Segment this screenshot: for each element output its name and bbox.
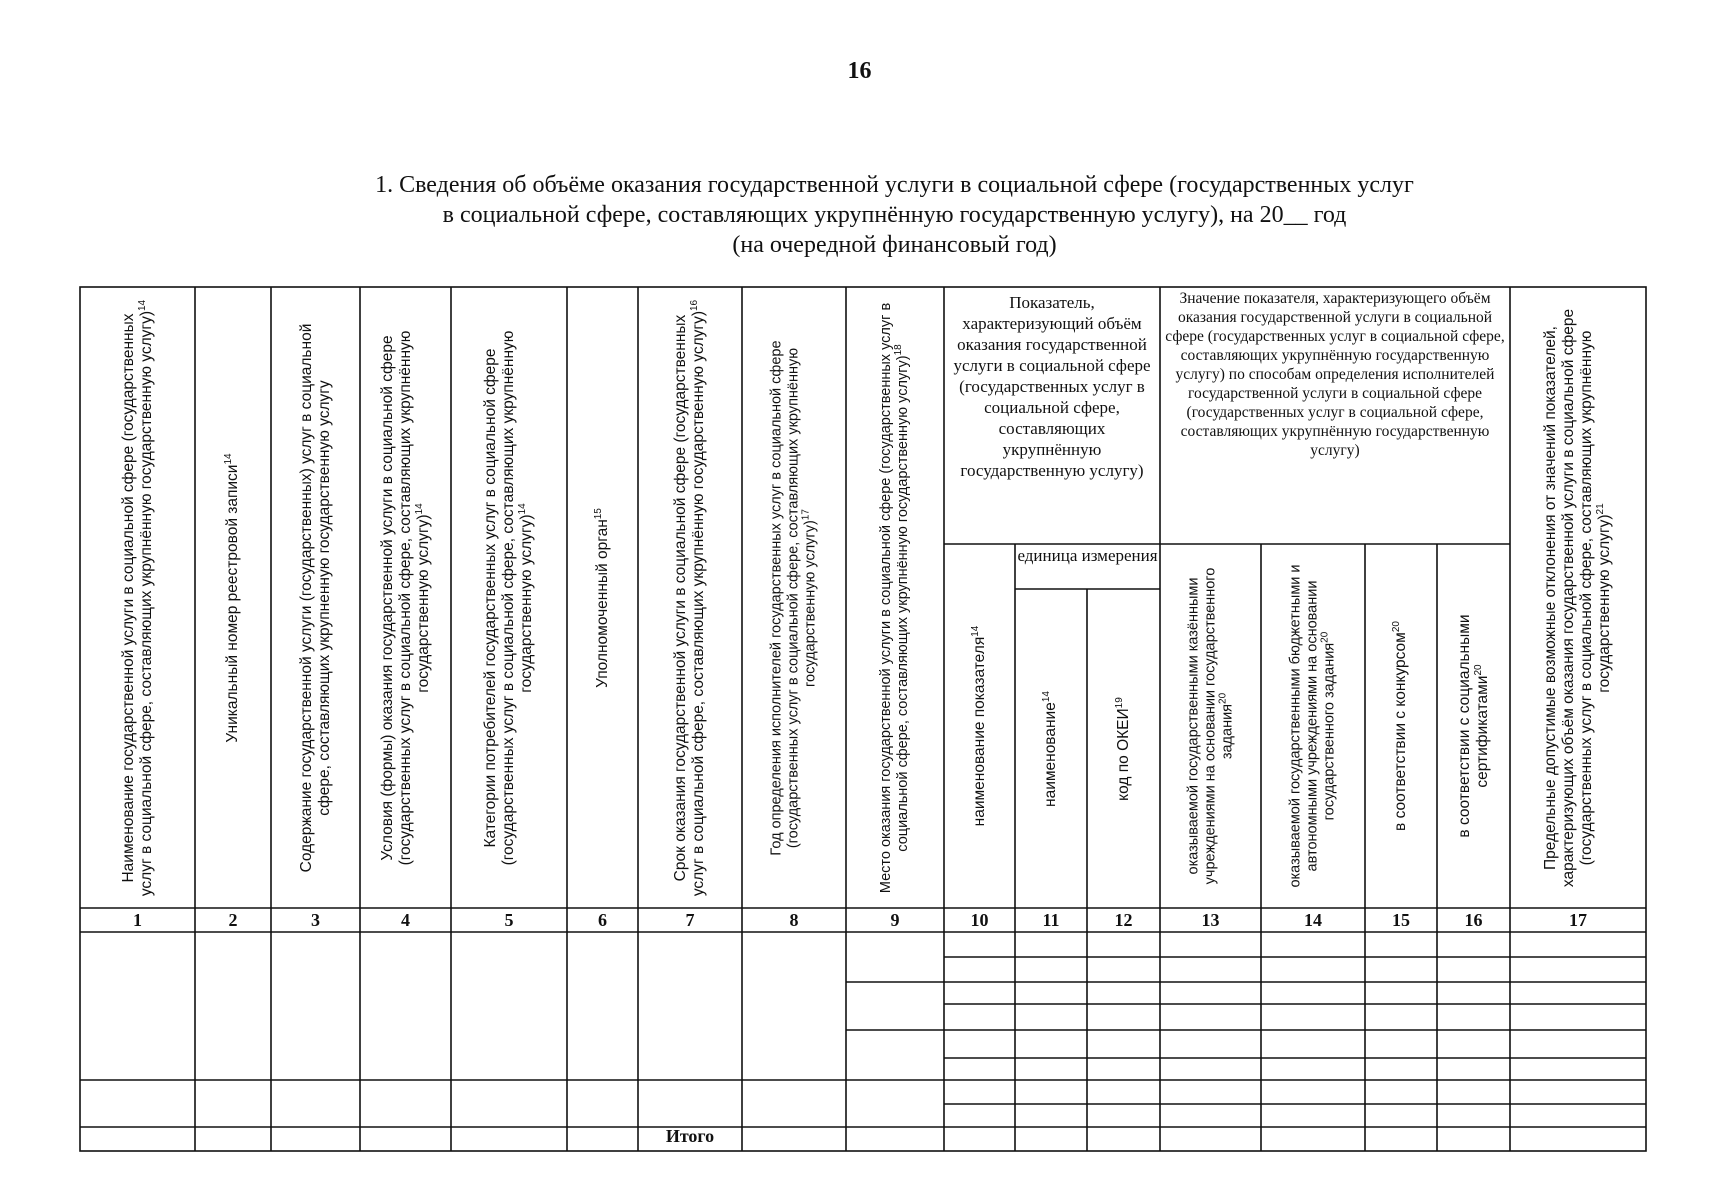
header-col-16 (1437, 544, 1510, 908)
header-col-10 (944, 544, 1015, 908)
header-col-12-text: код по ОКЕИ (1114, 707, 1132, 801)
header-col-4-text: Условия (формы) оказания государственной услуги в социальной сфере (государственных услуг в социальной сфере, составляющих укрупнённую государственную услугу) (378, 330, 432, 865)
header-col-16-text: в соответствии с социальными сертификатами (1455, 614, 1491, 838)
header-col-10-footnote: 14 (969, 625, 981, 637)
header-col-2-text: Уникальный номер реестровой записи (224, 464, 241, 743)
header-col-11-footnote: 14 (1040, 690, 1052, 702)
column-number-9: 9 (890, 910, 900, 930)
column-number-2: 2 (228, 910, 238, 930)
header-col-10-text: наименование показателя (970, 636, 988, 827)
group-header-unit-text: единица измерения (1017, 546, 1158, 565)
header-col-1 (80, 287, 195, 908)
header-col-8-text: Год определения исполнителей государственных услуг в социальной сфере (государственных услуг в социальной сфере, составляющих укрупнённую государственную услугу) (768, 339, 819, 856)
header-col-3 (271, 287, 360, 908)
header-col-13-text: оказываемой государственными казёнными учреждениями на основании государственного задания (1185, 567, 1235, 885)
column-number-6: 6 (598, 910, 607, 930)
header-col-17-text: Предельные допустимые возможные отклонения от значений показателей, характеризующих объём оказания государственной услуги в социальной сфере (государственных услуг в социальной сфере, составляющих укрупнённую государственную услугу) (1542, 308, 1613, 887)
header-col-14-footnote: 20 (1319, 631, 1331, 643)
group-header-indicator-text: Показатель, характеризующий объём оказания государственной услуги в социальной сфере (государственных услуг в социальной сфере, составляющих укрупнённую государственную услугу) (953, 293, 1151, 480)
header-col-7-footnote: 16 (688, 299, 700, 311)
header-col-5-text: Категории потребителей государственных услуг в социальной сфере (государственных услуг в социальной сфере, составляющих укрупнённую государственную услугу) (482, 330, 535, 865)
header-col-14 (1261, 544, 1365, 908)
header-col-1-text: Наименование государственной услуги в социальной сфере (государственных услуг в социальной сфере, составляющих укрупнённую государственную услугу) (119, 310, 155, 896)
header-col-6-text: Уполномоченный орган (593, 518, 611, 688)
header-col-3-text: Содержание государственной услуги (государственных) услуг в социальной сфере, составляющих укрупненную государственную услугу (297, 323, 333, 872)
header-col-4-footnote: 14 (413, 502, 425, 514)
header-col-17-footnote: 21 (1594, 502, 1606, 514)
header-col-14-text: оказываемой государственными бюджетными и автономными учреждениями на основании государственного задания (1287, 564, 1338, 888)
header-col-4 (360, 287, 451, 908)
column-number-1: 1 (133, 910, 142, 930)
header-col-7 (638, 287, 742, 908)
column-number-7: 7 (685, 910, 695, 930)
header-col-2 (195, 287, 271, 908)
header-col-5 (451, 287, 567, 908)
header-col-2-footnote: 14 (222, 452, 234, 465)
column-number-14: 14 (1304, 910, 1322, 930)
column-number-5: 5 (504, 910, 514, 930)
header-col-1-footnote: 14 (136, 299, 148, 311)
group-header-value (1163, 289, 1507, 460)
title-line-1: 1. Сведения об объёме оказания государственной услуги в социальной сфере (государственных услуг (375, 172, 1414, 198)
header-col-5-footnote: 14 (516, 502, 528, 514)
header-col-6 (567, 287, 638, 908)
header-col-12-footnote: 19 (1113, 696, 1125, 708)
header-col-7-text: Срок оказания государственной услуги в социальной сфере (государственных услуг в социальной сфере, составляющих укрупнённую государственную услугу) (672, 310, 707, 896)
header-col-12 (1087, 589, 1160, 908)
header-col-15-footnote: 20 (1390, 621, 1402, 633)
header-col-9-text: Место оказания государственной услуги в социальной сфере (государственных услуг в социальной сфере, составляющих укрупнённую государственную услугу) (878, 302, 911, 893)
header-col-13-footnote: 20 (1217, 692, 1229, 704)
column-number-15: 15 (1392, 910, 1410, 930)
column-number-11: 11 (1042, 910, 1060, 930)
header-col-9-footnote: 18 (893, 343, 905, 355)
header-col-11-text: наименование (1042, 701, 1059, 807)
header-col-9 (846, 287, 944, 908)
header-col-15-text: в соответствии с конкурсом (1392, 632, 1409, 831)
column-number-13: 13 (1201, 910, 1220, 930)
total-label: Итого (665, 1126, 715, 1146)
column-number-12: 12 (1114, 910, 1133, 930)
title-line-2: в социальной сфере, составляющих укрупнённую государственную услугу), на 20__ год (442, 202, 1347, 228)
column-number-8: 8 (789, 910, 799, 930)
title-line-3: (на очередной финансовый год) (732, 232, 1057, 258)
group-header-indicator (948, 292, 1156, 481)
column-number-4: 4 (401, 910, 410, 930)
header-col-8 (742, 287, 846, 908)
group-header-unit (1017, 546, 1158, 566)
header-col-13 (1160, 544, 1261, 908)
column-number-10: 10 (970, 910, 989, 930)
page-number: 16 (847, 58, 872, 84)
column-number-17: 17 (1569, 910, 1587, 930)
column-number-3: 3 (311, 910, 320, 930)
header-col-17 (1510, 287, 1646, 908)
header-col-15 (1365, 544, 1437, 908)
header-col-8-footnote: 17 (800, 508, 812, 520)
header-col-6-footnote: 15 (592, 507, 604, 519)
group-header-value-text: Значение показателя, характеризующего объём оказания государственной услуги в социальной сфере (государственных услуг в социальной сфере, составляющих укрупнённую государственную услугу) по способам определения исполнителей государственной услуги в социальной сфере (государственных услуг в социальной сфере, составляющих укрупнённую государственную услугу) (1165, 290, 1505, 459)
column-number-16: 16 (1464, 910, 1483, 930)
header-col-11 (1015, 589, 1087, 908)
header-col-16-footnote: 20 (1472, 664, 1484, 676)
